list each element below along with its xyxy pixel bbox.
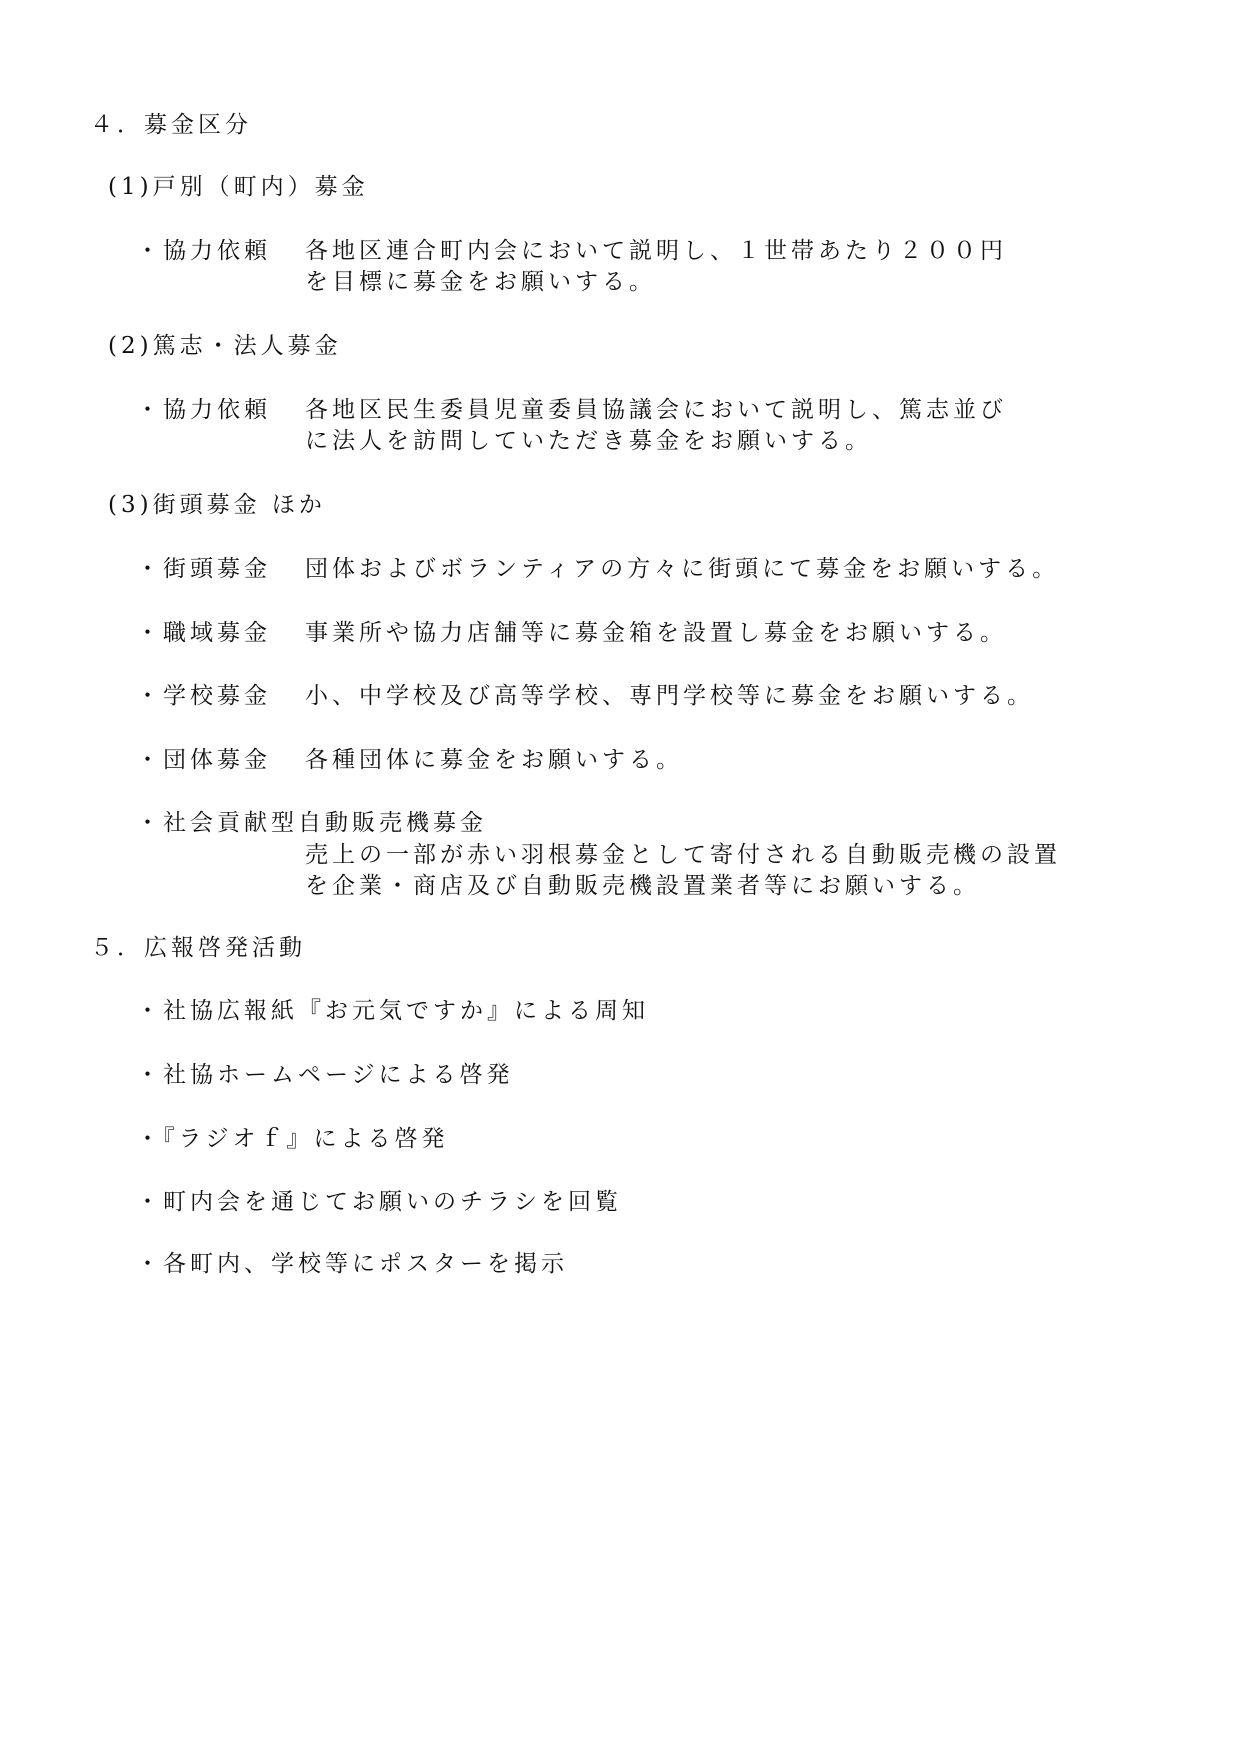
subsection-1-heading: (1)戸別（町内）募金 [108, 174, 369, 200]
list-item: ・町内会を通じてお願いのチラシを回覧 [136, 1189, 622, 1215]
section-5-heading: ５．広報啓発活動 [90, 935, 306, 961]
item-text: 各地区連合町内会において説明し、１世帯あたり２００円 [305, 238, 1007, 264]
item-text: に法人を訪問していただき募金をお願いする。 [305, 428, 872, 454]
item-text: 小、中学校及び高等学校、専門学校等に募金をお願いする。 [305, 683, 1034, 709]
item-label: ・職域募金 [136, 620, 271, 646]
item-text: 事業所や協力店舗等に募金箱を設置し募金をお願いする。 [305, 620, 1007, 646]
list-item: ・各町内、学校等にポスターを掲示 [136, 1251, 568, 1277]
item-text: 団体およびボランティアの方々に街頭にて募金をお願いする。 [305, 556, 1060, 582]
list-item: ・『ラジオｆ』による啓発 [136, 1126, 449, 1152]
item-text: を目標に募金をお願いする。 [305, 269, 656, 295]
subsection-2-heading: (2)篤志・法人募金 [108, 333, 342, 359]
subsection-3-heading: (3)街頭募金 ほか [108, 492, 326, 518]
item-label: ・協力依頼 [136, 397, 271, 423]
item-label: ・学校募金 [136, 683, 271, 709]
item-label: ・協力依頼 [136, 238, 271, 264]
item-label: ・社会貢献型自動販売機募金 [136, 810, 487, 836]
section-4-heading: ４．募金区分 [90, 112, 252, 138]
item-text: 各地区民生委員児童委員協議会において説明し、篤志並び [305, 397, 1007, 423]
list-item: ・社協ホームページによる啓発 [136, 1062, 514, 1088]
item-label: ・団体募金 [136, 747, 271, 773]
item-label: ・街頭募金 [136, 556, 271, 582]
item-text: 各種団体に募金をお願いする。 [305, 747, 683, 773]
list-item: ・社協広報紙『お元気ですか』による周知 [136, 998, 649, 1024]
item-text: を企業・商店及び自動販売機設置業者等にお願いする。 [305, 873, 980, 899]
item-text: 売上の一部が赤い羽根募金として寄付される自動販売機の設置 [305, 842, 1061, 868]
